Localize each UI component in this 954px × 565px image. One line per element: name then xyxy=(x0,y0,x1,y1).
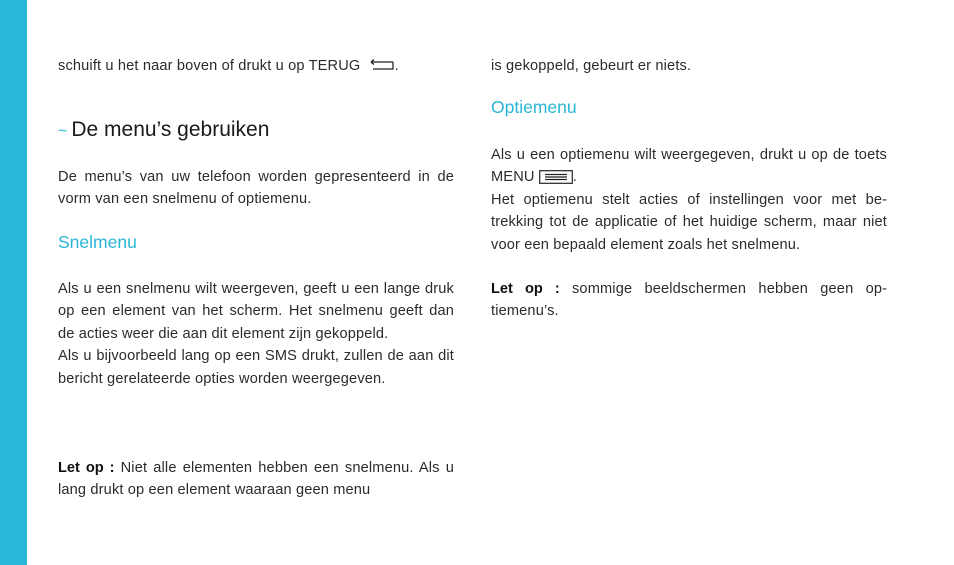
snelmenu-text-b: Als u bijvoorbeeld lang op een SMS drukt, zullen de aan dit bericht gerelateerde opties worden weergegeven. xyxy=(58,348,454,387)
note-text: Niet alle elementen hebben een snelmenu. Als u lang drukt op een element waaraan geen menu xyxy=(58,460,454,499)
optiemenu-text-start: Als u een optiemenu wilt weergegeven, drukt u op de toets MENU xyxy=(491,147,887,186)
intro-line xyxy=(58,55,454,77)
section-heading xyxy=(58,118,269,142)
optiemenu-heading: Optiemenu xyxy=(491,97,577,117)
optiemenu-note xyxy=(491,278,887,323)
note-text: sommige beeldschermen hebben geen optiemenu’s. xyxy=(491,281,887,320)
intro-end: . xyxy=(394,58,399,74)
note-label: Let op : xyxy=(491,281,560,297)
optiemenu-paragraph xyxy=(491,144,887,256)
snelmenu-note xyxy=(58,457,454,502)
heading-text: De menu’s gebruiken xyxy=(71,118,270,141)
continuation-line: is gekoppeld, gebeurt er niets. xyxy=(491,58,692,74)
back-arrow-icon xyxy=(365,56,395,68)
snelmenu-paragraph xyxy=(58,278,454,390)
optiemenu-text-end: . xyxy=(572,169,578,186)
snelmenu-heading: Snelmenu xyxy=(58,232,137,252)
optiemenu-text-2: Het optiemenu stelt acties of instellingen voor met betrekking tot de applicatie of het huidige scherm, maar niet voor een bepaald element zoals het snelmenu. xyxy=(491,191,887,253)
heading-marker: ~ xyxy=(58,123,68,140)
intro-text: schuift u het naar boven of drukt u op TERUG xyxy=(58,58,361,74)
menu-icon xyxy=(539,169,573,183)
accent-sidebar-bar xyxy=(0,0,27,565)
snelmenu-text-a: Als u een snelmenu wilt weergeven, geeft u een lange druk op een element van het scherm. Het snelmenu geeft dan de acties weer die aan dit element zijn gekoppeld. xyxy=(58,281,454,342)
intro-paragraph: De menu’s van uw telefoon worden gepresenteerd in de vorm van een snelmenu of optiemenu. xyxy=(58,169,454,208)
note-label: Let op : xyxy=(58,460,115,476)
